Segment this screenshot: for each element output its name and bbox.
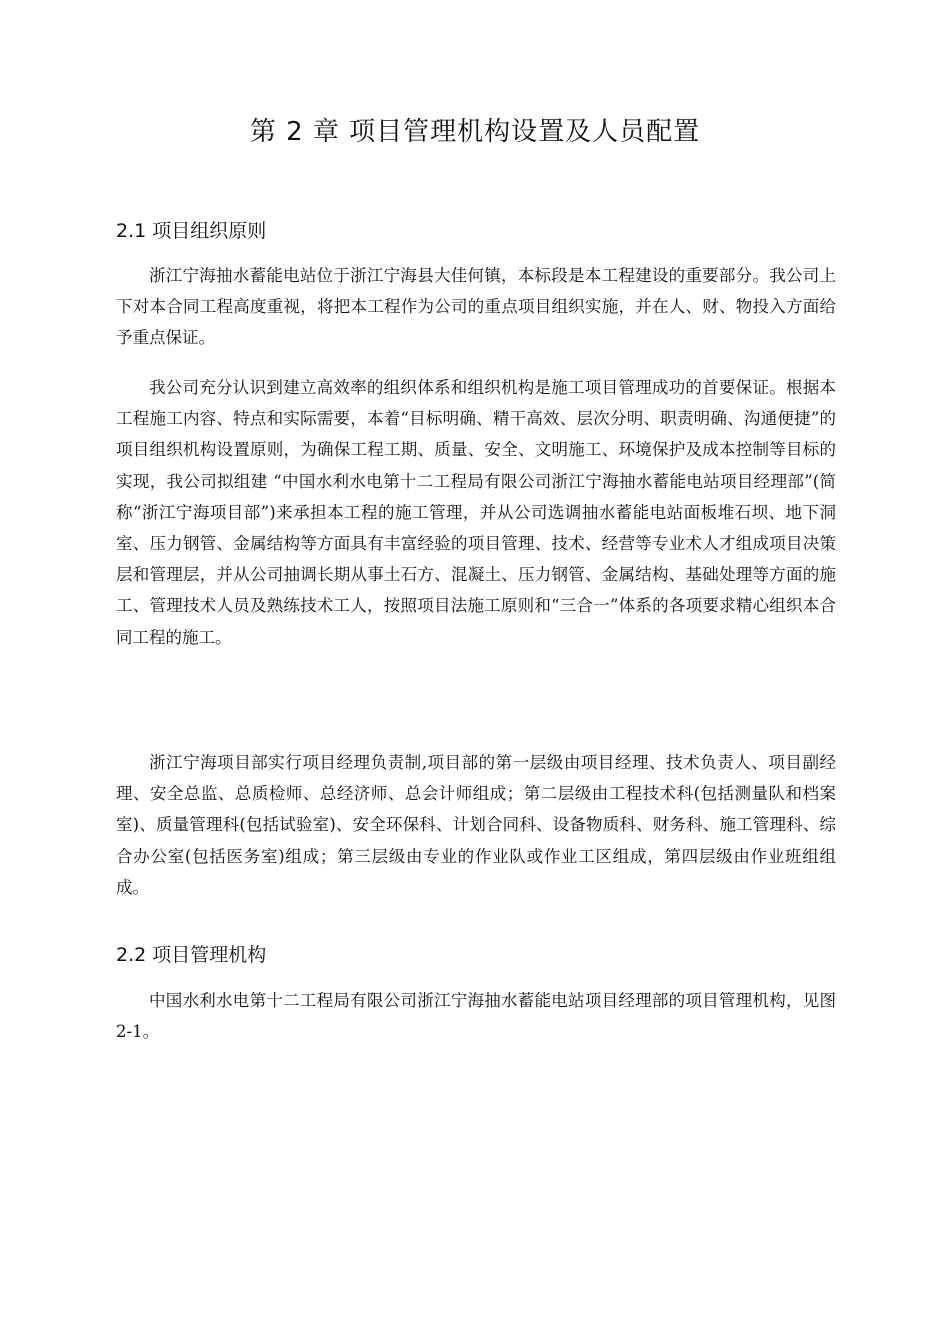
paragraph-organization-principles: 我公司充分认识到建立高效率的组织体系和组织机构是施工项目管理成功的首要保证。根据本工程施工内容、特点和实际需要，本着“目标明确、精干高效、层次分明、职责明确、沟通便捷”的项目组织机构设置原则，为确保工程工期、质量、安全、文明施工、环境保护及成本控制等目标的实现，我公司拟组建 “中国水利水电第十二工程局有限公司浙江宁海抽水蓄能电站项目经理部”(简称“浙江宁海项目部”)来承担本工程的施工管理，并从公司选调抽水蓄能电站面板堆石坝、地下洞室、压力钢管、金属结构等方面具有丰富经验的项目管理、技术、经营等专业术人才组成项目决策层和管理层，并从公司抽调长期从事土石方、混凝土、压力钢管、金属结构、基础处理等方面的施工、管理技术人员及熟练技术工人，按照项目法施工原则和“三合一”体系的各项要求精心组织本合同工程的施工。 bbox=[116, 378, 836, 647]
paragraph-management-levels: 浙江宁海项目部实行项目经理负责制,项目部的第一层级由项目经理、技术负责人、项目副经理、安全总监、总质检师、总经济师、总会计师组成；第二层级由工程技术科(包括测量队和档案室)、质量管理科(包括试验室)、安全环保科、计划合同科、设备物质科、财务科、施工管理科、综合办公室(包括医务室)组成；第三层级由专业的作业队或作业工区组成，第四层级由作业班组组成。 bbox=[116, 753, 836, 897]
section-heading-2-2: 2.2 项目管理机构 bbox=[116, 944, 267, 966]
paragraph-project-location: 浙江宁海抽水蓄能电站位于浙江宁海县大佳何镇，本标段是本工程建设的重要部分。我公司上下对本合同工程高度重视，将把本工程作为公司的重点项目组织实施，并在人、财、物投入方面给予重点保证。 bbox=[116, 266, 836, 348]
paragraph-management-structure: 中国水利水电第十二工程局有限公司浙江宁海抽水蓄能电站项目经理部的项目管理机构，见图 2-1。 bbox=[116, 991, 836, 1042]
chapter-title: 第 2 章 项目管理机构设置及人员配置 bbox=[249, 117, 701, 147]
section-heading-2-1: 2.1 项目组织原则 bbox=[116, 220, 267, 242]
